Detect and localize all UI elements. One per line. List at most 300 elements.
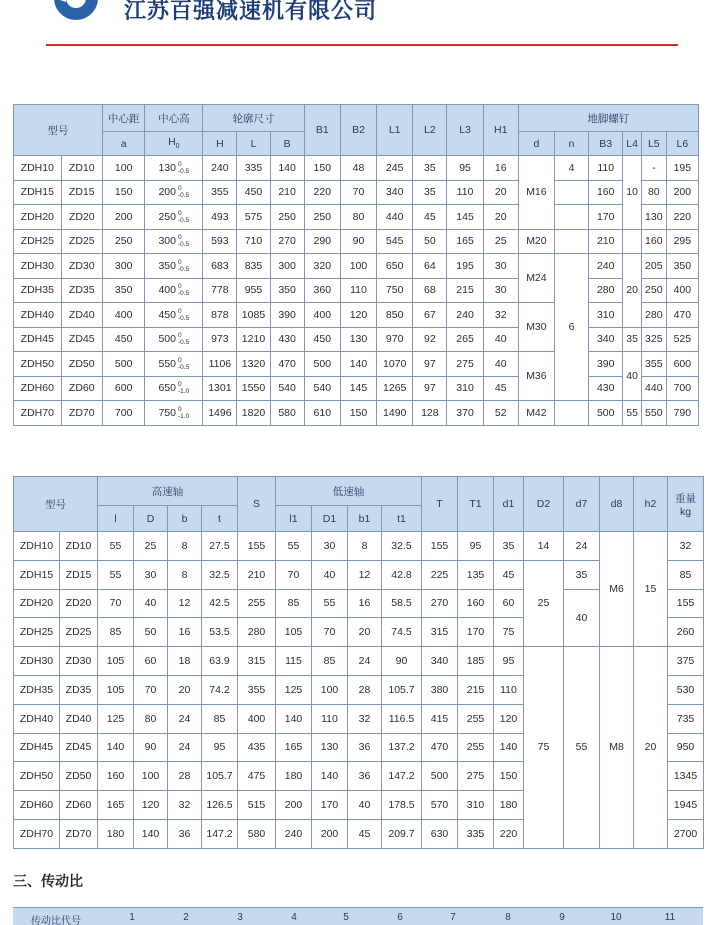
table-cell: b [168, 506, 202, 532]
cell-b2: 110 [340, 278, 376, 303]
cell-h: 593 [203, 229, 237, 254]
model-zdh: ZDH45 [14, 733, 60, 762]
table-cell: D [134, 506, 168, 532]
cell-l: 1550 [237, 376, 270, 401]
cell-h1: 40 [483, 327, 518, 352]
cell-a: 150 [102, 180, 144, 205]
cell-b1: 540 [304, 376, 340, 401]
cell-h1: 52 [483, 401, 518, 426]
cell-b: 300 [270, 254, 304, 279]
cell-b2: 140 [340, 352, 376, 377]
cell-d1: 60 [494, 589, 524, 618]
ratio-code-label: 传动比代号 [31, 916, 81, 925]
cell-l: 710 [237, 229, 270, 254]
cell-b3: 340 [589, 327, 623, 352]
cell-t: 380 [422, 675, 458, 704]
cell-n [555, 205, 589, 230]
cell-b1: 32 [348, 704, 382, 733]
cell-b: 8 [168, 560, 202, 589]
cell-b: 24 [168, 733, 202, 762]
cell-n [555, 229, 589, 254]
ratio-code: 7 [450, 912, 456, 923]
cell-b2: 150 [340, 401, 376, 426]
model-zd: ZD50 [61, 352, 102, 377]
model-zdh: ZDH50 [14, 352, 62, 377]
header-outline: 轮廓尺寸 [203, 105, 304, 132]
header-low-speed-shaft: 低速轴 [276, 477, 422, 506]
cell-d1: 30 [312, 532, 348, 561]
cell-weight: 85 [668, 560, 704, 589]
cell-h: 1301 [203, 376, 237, 401]
cell-h0: 450 0 -0.5 [145, 303, 203, 328]
cell-h: 878 [203, 303, 237, 328]
model-zdh: ZDH40 [14, 303, 62, 328]
cell-t: 42.5 [202, 589, 238, 618]
cell-s: 255 [238, 589, 276, 618]
cell-h0: 300 0 -0.5 [145, 229, 203, 254]
cell-h0: 500 0 -0.5 [145, 327, 203, 352]
model-zd: ZD45 [60, 733, 98, 762]
cell-h: 1496 [203, 401, 237, 426]
cell-l6: 295 [666, 229, 698, 254]
cell-h: 493 [203, 205, 237, 230]
cell-a: 200 [102, 205, 144, 230]
cell-d: 40 [134, 589, 168, 618]
header-model: 型号 [14, 477, 98, 532]
cell-l1: 140 [276, 704, 312, 733]
cell-b: 12 [168, 589, 202, 618]
cell-h: 973 [203, 327, 237, 352]
cell-l5: 440 [641, 376, 666, 401]
cell-b3: 430 [589, 376, 623, 401]
model-zdh: ZDH50 [14, 762, 60, 791]
table-cell: S [238, 477, 276, 532]
cell-l1: 650 [377, 254, 413, 279]
cell-t: 126.5 [202, 791, 238, 820]
cell-t: 32.5 [202, 560, 238, 589]
model-zdh: ZDH70 [14, 401, 62, 426]
cell-l6: 790 [666, 401, 698, 426]
cell-l1: 850 [377, 303, 413, 328]
cell-s: 400 [238, 704, 276, 733]
cell-l5: 80 [641, 180, 666, 205]
cell-b2: 48 [340, 156, 376, 181]
cell-h2: 15 [634, 532, 668, 647]
cell-d1: 100 [312, 675, 348, 704]
cell-b2: 90 [340, 229, 376, 254]
cell-l: 160 [98, 762, 134, 791]
cell-l4: 20 [623, 254, 642, 328]
cell-n: 4 [555, 156, 589, 181]
cell-b1: 36 [348, 733, 382, 762]
table-cell: L6 [666, 132, 698, 156]
cell-b3: 240 [589, 254, 623, 279]
cell-d: 30 [134, 560, 168, 589]
company-name: 江苏百强减速机有限公司 [124, 0, 378, 24]
cell-d1: 200 [312, 819, 348, 848]
cell-t1: 137.2 [382, 733, 422, 762]
model-zd: ZD60 [61, 376, 102, 401]
table-cell: H1 [483, 105, 518, 156]
cell-h2: 20 [634, 647, 668, 849]
cell-t1: 335 [458, 819, 494, 848]
model-zdh: ZDH35 [14, 278, 62, 303]
cell-l: 105 [98, 647, 134, 676]
cell-h1: 32 [483, 303, 518, 328]
table-cell: t [202, 506, 238, 532]
cell-b2: 145 [340, 376, 376, 401]
cell-t1: 95 [458, 532, 494, 561]
table-cell: D2 [524, 477, 564, 532]
cell-l: 140 [98, 733, 134, 762]
cell-h: 1106 [203, 352, 237, 377]
cell-l1: 240 [276, 819, 312, 848]
cell-weight: 260 [668, 618, 704, 647]
model-zdh: ZDH10 [14, 156, 62, 181]
cell-d: 100 [134, 762, 168, 791]
cell-l6: 220 [666, 205, 698, 230]
header-anchor-bolts: 地脚螺钉 [518, 105, 698, 132]
model-zdh: ZDH60 [14, 791, 60, 820]
cell-n: 6 [555, 254, 589, 401]
cell-a: 450 [102, 327, 144, 352]
model-zd: ZD35 [60, 675, 98, 704]
cell-b: 20 [168, 675, 202, 704]
cell-t: 470 [422, 733, 458, 762]
model-zd: ZD20 [61, 205, 102, 230]
cell-l6: 470 [666, 303, 698, 328]
cell-l1: 340 [377, 180, 413, 205]
cell-l1: 180 [276, 762, 312, 791]
cell-h0: 400 0 -0.5 [145, 278, 203, 303]
cell-b1: 150 [304, 156, 340, 181]
cell-d1: 220 [494, 819, 524, 848]
cell-t1: 58.5 [382, 589, 422, 618]
cell-s: 515 [238, 791, 276, 820]
cell-b3: 170 [589, 205, 623, 230]
cell-l2: 92 [413, 327, 447, 352]
table-cell: d8 [600, 477, 634, 532]
cell-s: 210 [238, 560, 276, 589]
cell-b: 390 [270, 303, 304, 328]
cell-l2: 97 [413, 376, 447, 401]
cell-t1: 105.7 [382, 675, 422, 704]
cell-weight: 530 [668, 675, 704, 704]
ratio-code: 9 [559, 912, 565, 923]
table-cell: h2 [634, 477, 668, 532]
cell-h0: 750 0 -1.0 [145, 401, 203, 426]
cell-b1: 45 [348, 819, 382, 848]
cell-b: 580 [270, 401, 304, 426]
cell-d2: 25 [524, 560, 564, 646]
cell-b2: 70 [340, 180, 376, 205]
header-h0: $H_0$ [145, 132, 203, 156]
cell-l1: 70 [276, 560, 312, 589]
cell-t: 53.5 [202, 618, 238, 647]
cell-b1: 12 [348, 560, 382, 589]
cell-b3: 500 [589, 401, 623, 426]
cell-h1: 25 [483, 229, 518, 254]
cell-d1: 95 [494, 647, 524, 676]
cell-a: 500 [102, 352, 144, 377]
cell-b1: 16 [348, 589, 382, 618]
model-zd: ZD20 [60, 589, 98, 618]
cell-l6: 400 [666, 278, 698, 303]
table-cell: d1 [494, 477, 524, 532]
table-cell: H [203, 132, 237, 156]
cell-d1: 45 [494, 560, 524, 589]
cell-h1: 20 [483, 180, 518, 205]
cell-weight: 155 [668, 589, 704, 618]
cell-l6: 525 [666, 327, 698, 352]
table-cell: l1 [276, 506, 312, 532]
cell-t1: 116.5 [382, 704, 422, 733]
cell-b1: 360 [304, 278, 340, 303]
cell-l3: 265 [447, 327, 483, 352]
cell-b1: 610 [304, 401, 340, 426]
table-cell: a [102, 132, 144, 156]
cell-d2: 14 [524, 532, 564, 561]
cell-n [555, 180, 589, 205]
cell-weight: 1345 [668, 762, 704, 791]
cell-t: 27.5 [202, 532, 238, 561]
model-zd: ZD60 [60, 791, 98, 820]
cell-d2: 75 [524, 647, 564, 849]
ratio-code: 4 [291, 912, 297, 923]
cell-l: 180 [98, 819, 134, 848]
cell-l4 [623, 229, 642, 254]
cell-d: 120 [134, 791, 168, 820]
cell-l3: 215 [447, 278, 483, 303]
model-zdh: ZDH30 [14, 254, 62, 279]
cell-l2: 35 [413, 156, 447, 181]
model-zd: ZD25 [60, 618, 98, 647]
cell-b: 18 [168, 647, 202, 676]
cell-h0: 550 0 -0.5 [145, 352, 203, 377]
cell-s: 280 [238, 618, 276, 647]
model-zd: ZD15 [61, 180, 102, 205]
model-zdh: ZDH20 [14, 589, 60, 618]
cell-d: M16 [518, 156, 554, 230]
model-zdh: ZDH25 [14, 229, 62, 254]
cell-d8: M6 [600, 532, 634, 647]
cell-l1: 1490 [377, 401, 413, 426]
cell-s: 355 [238, 675, 276, 704]
cell-l5: 160 [641, 229, 666, 254]
cell-l1: 115 [276, 647, 312, 676]
company-logo [48, 0, 118, 30]
cell-d: M36 [518, 352, 554, 401]
cell-d: 25 [134, 532, 168, 561]
cell-t1: 147.2 [382, 762, 422, 791]
cell-t1: 209.7 [382, 819, 422, 848]
cell-t1: 32.5 [382, 532, 422, 561]
cell-l: 1320 [237, 352, 270, 377]
cell-l3: 95 [447, 156, 483, 181]
cell-l1: 750 [377, 278, 413, 303]
cell-b3: 210 [589, 229, 623, 254]
ratio-code-strip [13, 907, 703, 925]
cell-l1: 1265 [377, 376, 413, 401]
cell-t: 147.2 [202, 819, 238, 848]
model-zd: ZD40 [61, 303, 102, 328]
cell-l4: 40 [623, 352, 642, 401]
cell-b2: 100 [340, 254, 376, 279]
cell-l1: 1070 [377, 352, 413, 377]
cell-t: 95 [202, 733, 238, 762]
cell-l2: 35 [413, 180, 447, 205]
table-cell: B [270, 132, 304, 156]
cell-l6: 600 [666, 352, 698, 377]
cell-t: 63.9 [202, 647, 238, 676]
cell-s: 315 [238, 647, 276, 676]
section-transmission-ratio-title: 三、传动比 [13, 874, 83, 890]
table-cell: B3 [589, 132, 623, 156]
cell-b1: 250 [304, 205, 340, 230]
cell-l1: 245 [377, 156, 413, 181]
cell-weight: 375 [668, 647, 704, 676]
cell-t: 630 [422, 819, 458, 848]
cell-l: 105 [98, 675, 134, 704]
cell-l3: 370 [447, 401, 483, 426]
cell-s: 580 [238, 819, 276, 848]
table-cell: L1 [377, 105, 413, 156]
cell-s: 475 [238, 762, 276, 791]
cell-t: 500 [422, 762, 458, 791]
cell-t1: 170 [458, 618, 494, 647]
cell-t: 570 [422, 791, 458, 820]
cell-l5: 280 [641, 303, 666, 328]
cell-b: 540 [270, 376, 304, 401]
page-header [0, 0, 724, 50]
table-cell: n [555, 132, 589, 156]
cell-t: 340 [422, 647, 458, 676]
cell-b: 28 [168, 762, 202, 791]
header-center-height: 中心高 [145, 105, 203, 132]
table-cell: l [98, 506, 134, 532]
cell-l3: 275 [447, 352, 483, 377]
cell-d7: 40 [564, 589, 600, 647]
cell-weight: 2700 [668, 819, 704, 848]
model-zd: ZD30 [61, 254, 102, 279]
cell-l3: 165 [447, 229, 483, 254]
model-zdh: ZDH70 [14, 819, 60, 848]
cell-a: 700 [102, 401, 144, 426]
cell-l1: 55 [276, 532, 312, 561]
cell-d1: 120 [494, 704, 524, 733]
cell-d1: 110 [312, 704, 348, 733]
cell-b: 24 [168, 704, 202, 733]
model-zd: ZD45 [61, 327, 102, 352]
cell-t: 85 [202, 704, 238, 733]
cell-l1: 970 [377, 327, 413, 352]
cell-l: 70 [98, 589, 134, 618]
model-zd: ZD35 [61, 278, 102, 303]
cell-h: 355 [203, 180, 237, 205]
header-divider [46, 44, 678, 46]
cell-l6: 700 [666, 376, 698, 401]
cell-d1: 150 [494, 762, 524, 791]
cell-t1: 135 [458, 560, 494, 589]
cell-l5: 250 [641, 278, 666, 303]
cell-t1: 178.5 [382, 791, 422, 820]
cell-d1: 55 [312, 589, 348, 618]
cell-a: 600 [102, 376, 144, 401]
cell-b1: 500 [304, 352, 340, 377]
cell-l: 1820 [237, 401, 270, 426]
model-zd: ZD70 [61, 401, 102, 426]
cell-l2: 67 [413, 303, 447, 328]
cell-d: M30 [518, 303, 554, 352]
model-zd: ZD40 [60, 704, 98, 733]
model-zdh: ZDH45 [14, 327, 62, 352]
cell-l5: 550 [641, 401, 666, 426]
cell-weight: 735 [668, 704, 704, 733]
cell-d1: 140 [494, 733, 524, 762]
cell-b: 470 [270, 352, 304, 377]
ratio-code: 11 [664, 912, 676, 923]
cell-b2: 120 [340, 303, 376, 328]
cell-l: 835 [237, 254, 270, 279]
cell-t1: 215 [458, 675, 494, 704]
cell-n [555, 401, 589, 426]
cell-l1: 545 [377, 229, 413, 254]
cell-b1: 20 [348, 618, 382, 647]
cell-d1: 40 [312, 560, 348, 589]
cell-d7: 55 [564, 647, 600, 849]
cell-h1: 30 [483, 254, 518, 279]
model-zd: ZD10 [60, 532, 98, 561]
cell-h0: 200 0 -0.5 [145, 180, 203, 205]
cell-h1: 40 [483, 352, 518, 377]
cell-t: 105.7 [202, 762, 238, 791]
cell-s: 435 [238, 733, 276, 762]
table-cell: d7 [564, 477, 600, 532]
cell-d: M20 [518, 229, 554, 254]
cell-h0: 250 0 -0.5 [145, 205, 203, 230]
cell-t1: 310 [458, 791, 494, 820]
table-cell: L4 [623, 132, 642, 156]
cell-d1: 180 [494, 791, 524, 820]
header-weight: 重量 kg [668, 477, 704, 532]
cell-l4: 55 [623, 401, 642, 426]
model-zdh: ZDH25 [14, 618, 60, 647]
cell-b: 210 [270, 180, 304, 205]
cell-h1: 30 [483, 278, 518, 303]
cell-h1: 20 [483, 205, 518, 230]
cell-l5: - [641, 156, 666, 181]
cell-b3: 160 [589, 180, 623, 205]
cell-d: 80 [134, 704, 168, 733]
cell-d: M42 [518, 401, 554, 426]
cell-l2: 97 [413, 352, 447, 377]
cell-l: 1210 [237, 327, 270, 352]
cell-t: 225 [422, 560, 458, 589]
cell-l3: 145 [447, 205, 483, 230]
cell-t1: 74.5 [382, 618, 422, 647]
cell-d: 60 [134, 647, 168, 676]
cell-h0: 350 0 -0.5 [145, 254, 203, 279]
table-cell: T1 [458, 477, 494, 532]
cell-l2: 50 [413, 229, 447, 254]
cell-d1: 35 [494, 532, 524, 561]
table-cell: L2 [413, 105, 447, 156]
cell-b1: 400 [304, 303, 340, 328]
cell-b3: 390 [589, 352, 623, 377]
model-zdh: ZDH40 [14, 704, 60, 733]
cell-h0: 130 0 -0.5 [145, 156, 203, 181]
cell-l1: 165 [276, 733, 312, 762]
